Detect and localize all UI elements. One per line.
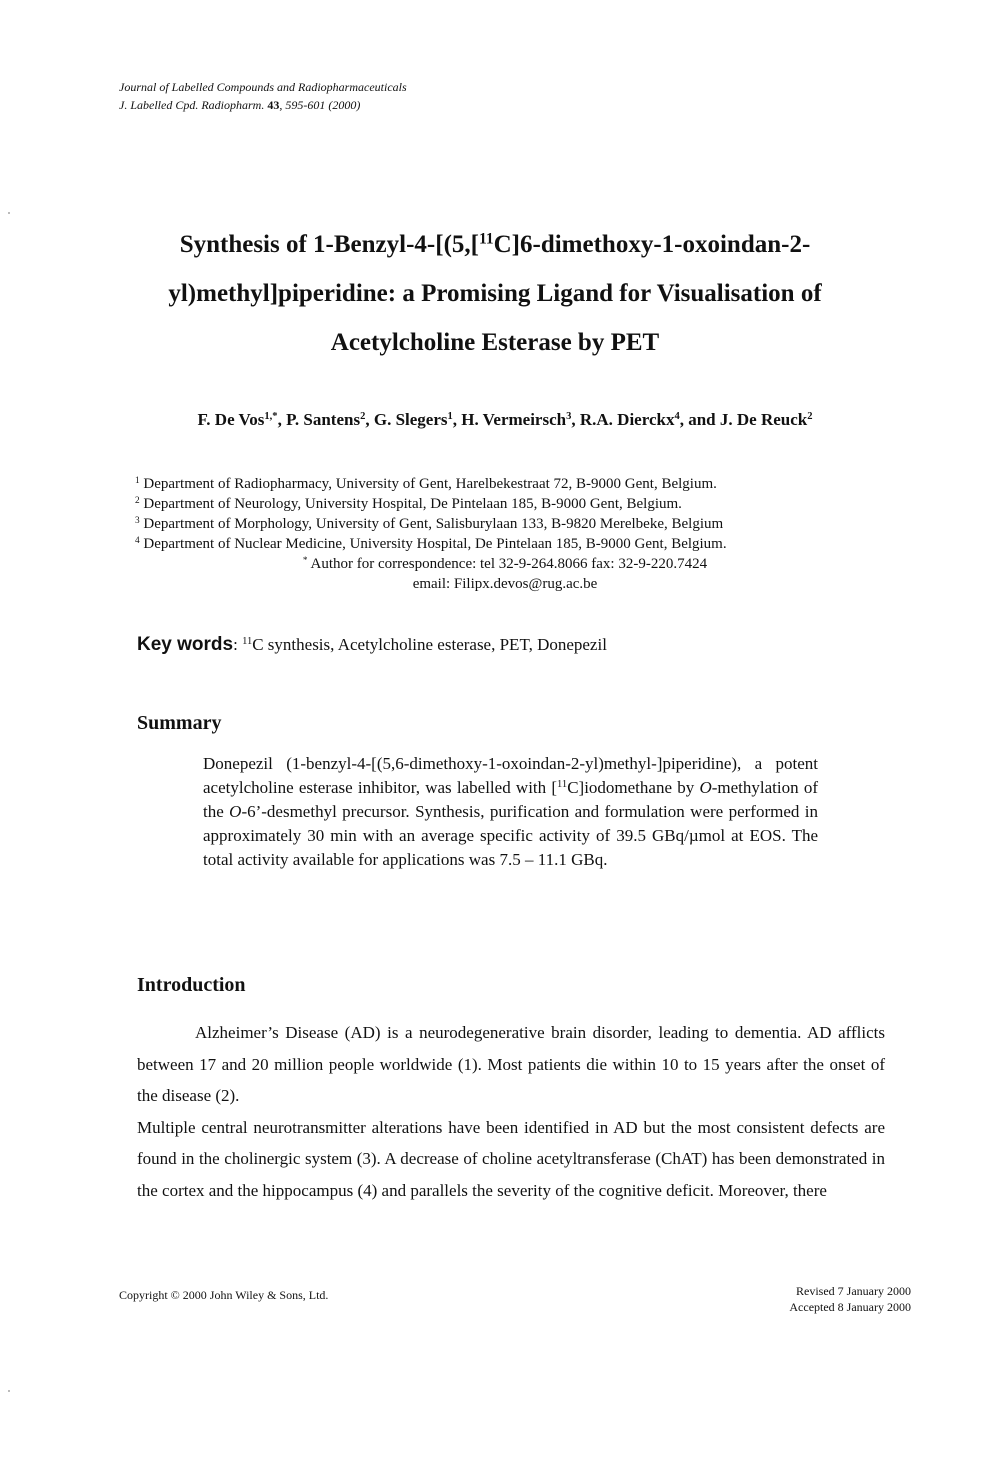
affiliation: $^2$ Department of Neurology, University Hospital, De Pintelaan 185, B-9000 Gent, Belgium. <box>135 495 682 512</box>
author: R.A. Dierckx$^4$, and <box>579 410 720 429</box>
affiliation: $^1$ Department of Radiopharmacy, University of Gent, Harelbekestraat 72, B-9000 Gent, Belgium. <box>135 475 717 492</box>
author-list <box>120 410 890 430</box>
author: J. De Reuck$^2$ <box>719 410 813 429</box>
correspondence-email: email: Filipx.devos@rug.ac.be <box>412 576 598 592</box>
affiliation: $^3$ Department of Morphology, University of Gent, Salisburylaan 133, B-9820 Merelbeke, Belgium <box>135 515 724 532</box>
author: H. Vermeirsch$^3$, <box>461 410 580 429</box>
affiliation: $^4$ Department of Nuclear Medicine, University Hospital, De Pintelaan 185, B-9000 Gent, Belgium. <box>135 535 727 552</box>
scan-speck <box>8 212 10 214</box>
journal-header <box>119 78 407 114</box>
paragraph: Multiple central neurotransmitter alterations have been identified in AD but the most consistent defects are found in the cholinergic system (3). A decrease of choline acetyltransferase (ChAT) has been demonstrated in the cortex and the hippocampus (4) and parallels the severity of the cognitive deficit. Moreover, there <box>137 1117 885 1200</box>
journal-citation: J. Labelled Cpd. Radiopharm. 43, 595-601 (2000) <box>119 98 361 112</box>
accepted-date: Accepted 8 January 2000 <box>789 1300 911 1314</box>
summary-text: Donepezil (1-benzyl-4-[(5,6-dimethoxy-1-oxoindan-2-yl)methyl-]piperidine), a potent acetylcholine esterase inhibitor, was labelled with [$^{11}$C]iodomethane by O-methylation of the O-6’-desmethyl precursor. Synthesis, purification and formulation were performed in approximately 30 min with an average specific activity of 39.5 GBq/µmol at EOS. The total activity available for applications was 7.5 – 11.1 GBq. <box>203 754 818 869</box>
journal-volume: 43 <box>267 98 280 112</box>
revision-dates <box>700 1283 911 1315</box>
journal-name: Journal of Labelled Compounds and Radiopharmaceuticals <box>119 80 407 94</box>
correspondence: * Author for correspondence: tel 32-9-264.8066 fax: 32-9-220.7424 <box>302 555 708 572</box>
introduction-heading: Introduction <box>137 974 246 996</box>
keywords: Key words: $^{11}$C synthesis, Acetylcholine esterase, PET, Donepezil <box>137 634 607 655</box>
revised-date: Revised 7 January 2000 <box>796 1284 911 1298</box>
introduction-text <box>137 1017 885 1206</box>
scan-speck <box>8 1390 10 1392</box>
copyright: Copyright © 2000 John Wiley & Sons, Ltd. <box>119 1288 329 1302</box>
summary-heading: Summary <box>137 712 222 734</box>
affiliations <box>135 474 875 594</box>
author: F. De Vos$^{1,*}$, <box>197 410 287 429</box>
author: P. Santens$^2$, <box>286 410 374 429</box>
author: G. Slegers$^1$, <box>373 410 462 429</box>
keywords-label: Key words <box>137 634 234 655</box>
paper-title: Synthesis of 1-Benzyl-4-[(5,[$^{11}$C]6-dimethoxy-1-oxoindan-2-yl)methyl]piperidine: a Promising Ligand for Visualisation of Acetylcholine Esterase by PET <box>168 230 822 356</box>
paragraph: Alzheimer’s Disease (AD) is a neurodegenerative brain disorder, leading to dementia. AD afflicts between 17 and 20 million people worldwide (1). Most patients die within 10 to 15 years after the onset of the disease (2). <box>137 1023 885 1105</box>
